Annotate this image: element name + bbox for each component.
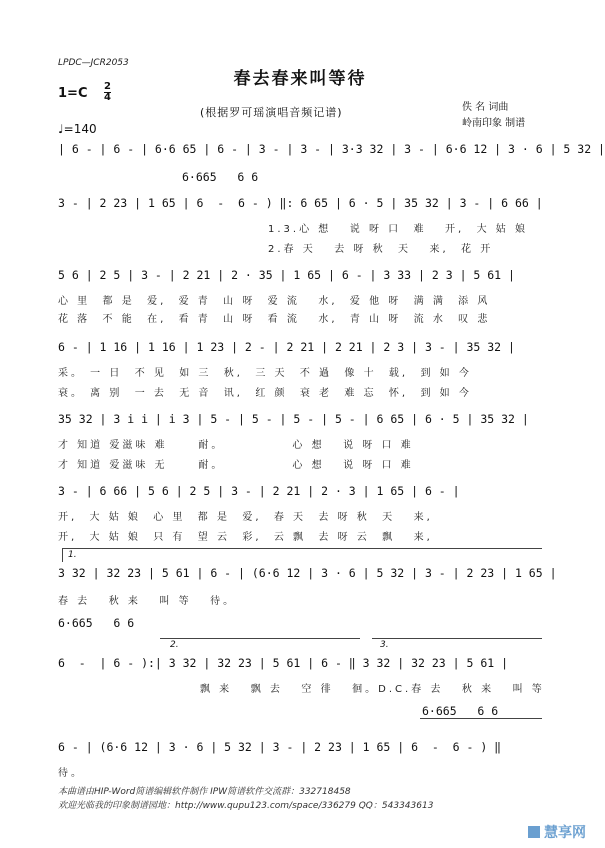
song-title: 春去春来叫等待 xyxy=(233,69,367,89)
lyric-line-4-verse2: 衰。 离 别 一 去 无 音 讯, 红 颜 衰 老 难 忘 怀, 到 如 今 xyxy=(58,388,472,399)
score-line-8: 6 - | 6 - ):| 3 32 | 32 23 | 5 61 | 6 - ‖ 3 32 | 32 23 | 5 61 | xyxy=(58,656,509,670)
score-line-6: 3 - | 6 66 | 5 6 | 2 5 | 3 - | 2 21 | 2 · 3 | 1 65 | 6 - | xyxy=(58,484,460,498)
volta-1-bracket-edge xyxy=(62,548,63,562)
coda-bracket xyxy=(420,718,542,719)
meter-top: 2 xyxy=(104,81,111,92)
lyricist-credit: 佚 名 词曲 xyxy=(462,102,509,113)
watermark xyxy=(528,822,586,842)
volta-3-label: 3. xyxy=(380,640,389,650)
score-line-9: 6 - | (6·6 12 | 3 · 6 | 5 32 | 3 - | 2 23 | 1 65 | 6 - 6 - ) ‖ xyxy=(58,740,502,754)
watermark-text: 慧享网 xyxy=(544,825,586,841)
lyric-line-5-verse2: 才 知道 爱滋味 无 耐。 心 想 说 呀 口 难 xyxy=(58,460,414,471)
lyric-line-9: 待。 xyxy=(58,768,84,779)
lyric-line-2-verse1: 1.3.心 想 说 呀 口 难 开, 大 姑 娘 xyxy=(268,224,528,235)
song-subtitle: (根据罗可瑶演唱音频记谱) xyxy=(200,106,343,119)
arranger-credit: 岭南印象 制谱 xyxy=(462,118,526,129)
score-line-7: 3 32 | 32 23 | 5 61 | 6 - | (6·6 12 | 3 · 6 | 5 32 | 3 - | 2 23 | 1 65 | xyxy=(58,566,557,580)
score-line-2-upper: 6·665 6 6 xyxy=(182,170,259,184)
lyric-line-5-verse1: 才 知道 爱滋味 难 耐。 心 想 说 呀 口 难 xyxy=(58,440,414,451)
volta-1-label: 1. xyxy=(68,550,77,560)
lyric-line-7: 春 去 秋 来 叫 等 待。 xyxy=(58,596,237,607)
lyric-line-3-verse1: 心 里 都 是 爱, 爱 青 山 呀 爱 流 水, 爱 他 呀 满 满 添 风 xyxy=(58,296,491,307)
lyric-line-6-verse2: 开, 大 姑 娘 只 有 望 云 彩, 云 飘 去 呀 云 飘 来, xyxy=(58,532,433,543)
score-line-9-upper: 6·665 6 6 xyxy=(422,704,499,718)
meter-bottom: 4 xyxy=(104,92,111,103)
key-signature: 1=C xyxy=(58,86,88,101)
volta-2-label: 2. xyxy=(170,640,179,650)
score-line-8-upper: 6·665 6 6 xyxy=(58,616,135,630)
lyric-line-2-verse2: 2.春 天 去 呀 秋 天 来, 花 开 xyxy=(268,244,494,255)
lyric-line-3-verse2: 花 落 不 能 在, 看 青 山 呀 看 流 水, 青 山 呀 流 水 叹 悲 xyxy=(58,314,491,325)
watermark-logo-icon xyxy=(528,826,540,838)
score-line-4: 6 - | 1 16 | 1 16 | 1 23 | 2 - | 2 21 | 2 21 | 2 3 | 3 - | 35 32 | xyxy=(58,340,515,354)
score-line-3: 5 6 | 2 5 | 3 - | 2 21 | 2 · 35 | 1 65 | 6 - | 3 33 | 2 3 | 5 61 | xyxy=(58,268,515,282)
score-line-1: | 6 - | 6 - | 6·6 65 | 6 - | 3 - | 3 - | 3·3 32 | 3 - | 6·6 12 | 3 · 6 | 5 32 | xyxy=(58,142,605,156)
tempo-mark: ♩=140 xyxy=(58,122,97,136)
lyric-line-4-verse1: 采。 一 日 不 见 如 三 秋, 三 天 不 過 像 十 载, 到 如 今 xyxy=(58,368,472,379)
score-line-2: 3 - | 2 23 | 1 65 | 6 - 6 - ) ‖: 6 65 | 6 · 5 | 35 32 | 3 - | 6 66 | xyxy=(58,196,543,210)
footer-software-note: 本曲谱由HIP-Word简谱编辑软件制作 IPW简谱软件交流群：332718458 xyxy=(58,787,351,797)
time-signature xyxy=(104,82,111,103)
score-line-5: 35 32 | 3 i i | i 3 | 5 - | 5 - | 5 - | 5 - | 6 65 | 6 · 5 | 35 32 | xyxy=(58,412,529,426)
volta-2-bracket xyxy=(160,638,360,639)
lyric-line-8: 飘 来 飘 去 空 徘 徊。D.C.春 去 秋 来 叫 等 xyxy=(200,684,545,695)
score-code: LPDC—JCR2053 xyxy=(58,58,129,68)
lyric-line-6-verse1: 开, 大 姑 娘 心 里 都 是 爱, 春 天 去 呀 秋 天 来, xyxy=(58,512,433,523)
volta-3-bracket xyxy=(372,638,542,639)
footer-website-note: 欢迎光临我的印象制谱园地：http://www.qupu123.com/space/336279 QQ：543343613 xyxy=(58,801,434,811)
volta-1-bracket xyxy=(62,548,542,549)
